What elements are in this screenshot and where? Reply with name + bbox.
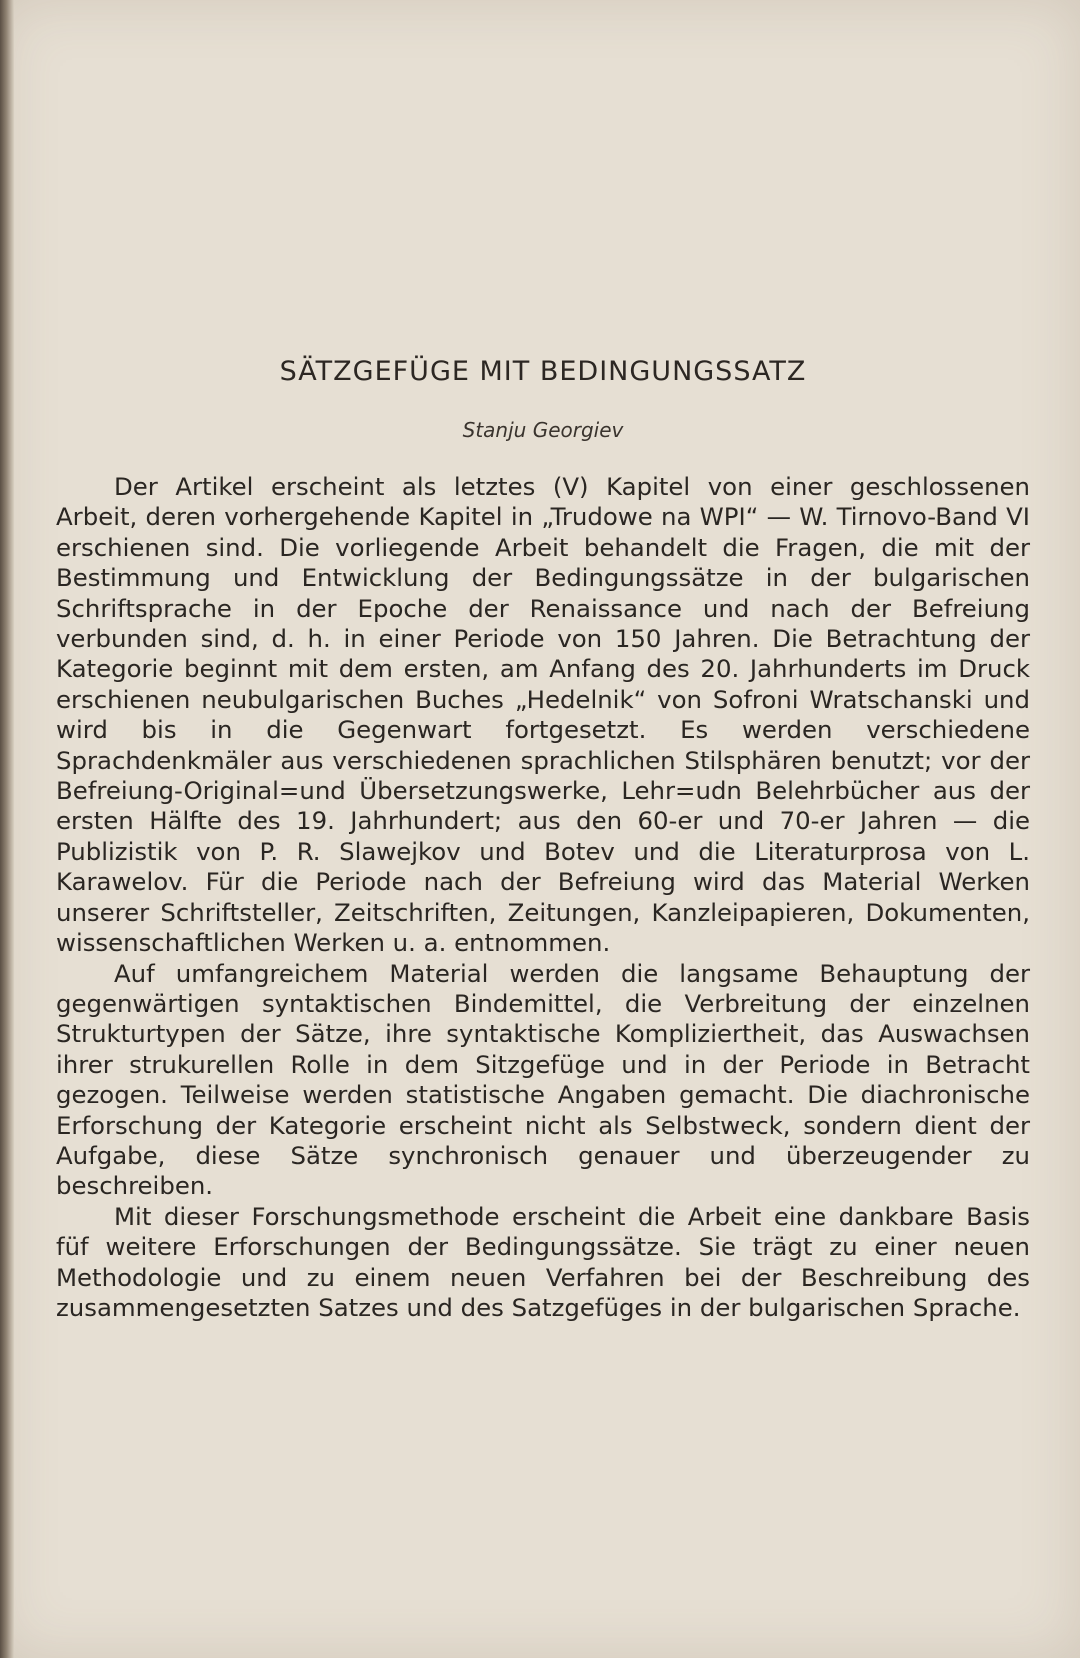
- author-name: Stanju Georgiev: [462, 418, 624, 442]
- paragraph-3: Mit dieser Forschungsmethode erscheint die Arbeit eine dankbare Basis füf weitere Erforschungen der Bedingungssätze. Sie trägt zu einer neuen Methodologie und zu einem neuen Verfahren bei der Beschreibung des zusammengesetzten Satzes und des Satzgefüges in der bulgarischen Sprache.: [56, 1201, 1030, 1322]
- paragraph-2: Auf umfangreichem Material werden die langsame Behauptung der gegenwärtigen syntaktischen Bindemittel, die Verbreitung der einzelnen Strukturtypen der Sätze, ihre syntaktische Kompliziertheit, das Auswachsen ihrer strukurellen Rolle in dem Sitzgefüge und in der Periode in Betracht gezogen. Teilweise werden statistische Angaben gemacht. Die diachronische Erforschung der Kategorie erscheint nicht als Selbstweck, sondern dient der Aufgabe, diese Sätze synchronisch genauer und überzeugender zu beschreiben.: [56, 958, 1030, 1201]
- article-title: SÄTZGEFÜGE MIT BEDINGUNGSSATZ: [279, 356, 807, 387]
- paragraph-1: Der Artikel erscheint als letztes (V) Kapitel von einer geschlossenen Arbeit, deren vorhergehende Kapitel in „Trudowe na WPI“ — W. Tirnovo-Band VI erschienen sind. Die vorliegende Arbeit behandelt die Fragen, die mit der Bestimmung und Entwicklung der Bedingungssätze in der bulgarischen Schriftsprache in der Epoche der Renaissance und nach der Befreiung verbunden sind, d. h. in einer Periode von 150 Jahren. Die Betrachtung der Kategorie beginnt mit dem ersten, am Anfang des 20. Jahrhunderts im Druck erschienen neubulgarischen Buches „Hedelnik“ von Sofroni Wratschanski und wird bis in die Gegenwart fortgesetzt. Es werden verschiedene Sprachdenkmäler aus verschiedenen sprachlichen Stilsphären benutzt; vor der Befreiung-Original=und Übersetzungswerke, Lehr=udn Belehrbücher aus der ersten Hälfte des 19. Jahrhundert; aus den 60-er und 70-er Jahren — die Publizistik von P. R. Slawejkov und Botev und die Literaturprosa von L. Karawelov. Für die Periode nach der Befreiung wird das Material Werken unserer Schriftsteller, Zeitschriften, Zeitungen, Kanzleipapieren, Dokumenten, wissenschaftlichen Werken u. a. entnommen.: [56, 472, 1030, 958]
- article: [56, 356, 1030, 1323]
- binding-edge: [0, 0, 14, 1658]
